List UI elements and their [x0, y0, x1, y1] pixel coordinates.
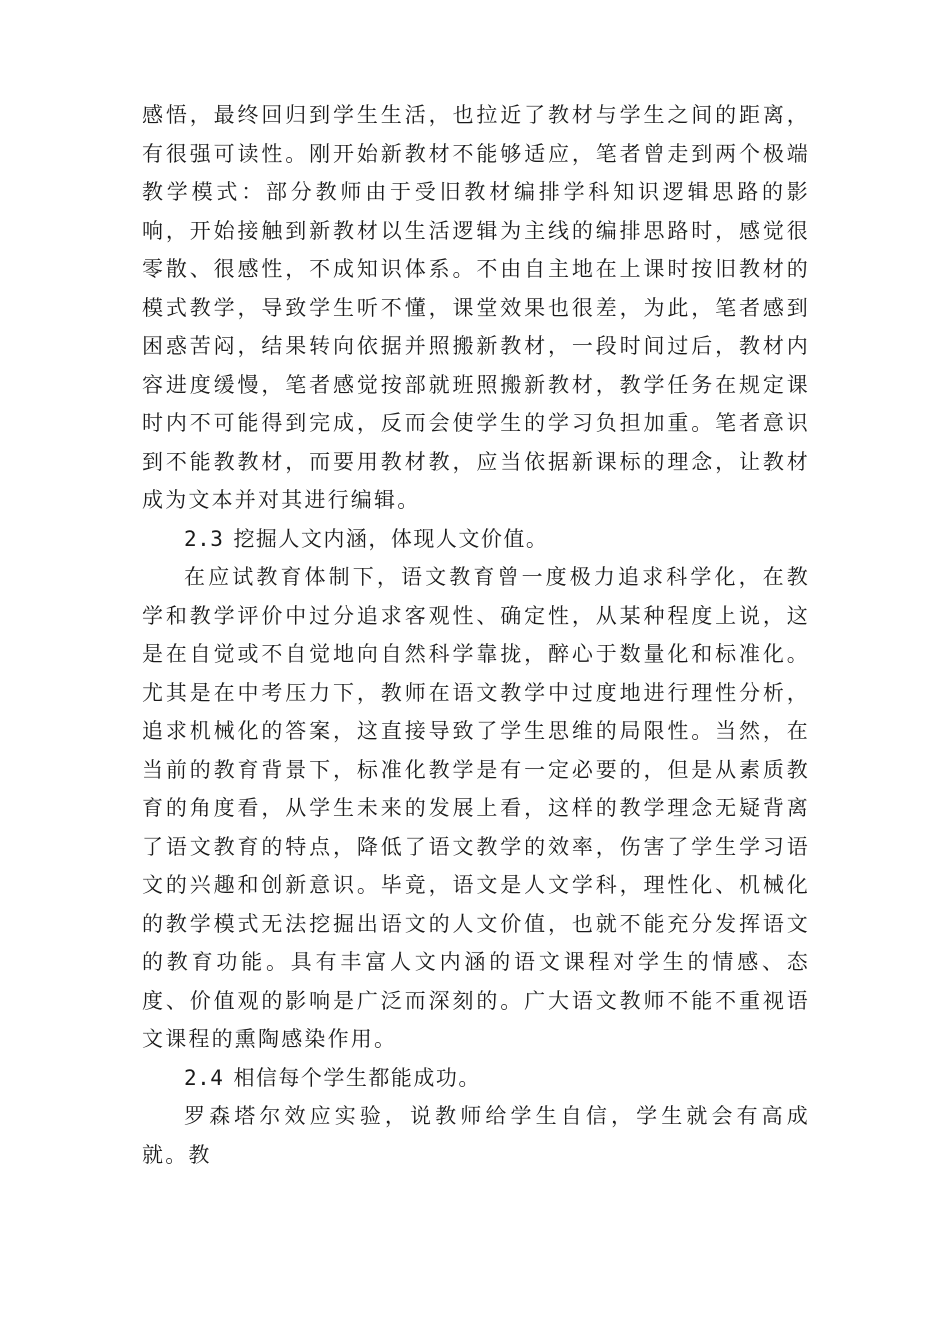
section-number: 2.4 — [184, 1065, 224, 1090]
section-title: 相信每个学生都能成功。 — [233, 1065, 481, 1090]
body-paragraph: 在应试教育体制下，语文教育曾一度极力追求科学化，在教学和教学评价中过分追求客观性、确定性，从某种程度上说，这是在自觉或不自觉地向自然科学靠拢，醉心于数量化和标准化。尤其是在中考压力下，教师在语文教学中过度地进行理性分析，追求机械化的答案，这直接导致了学生思维的局限性。当然，在当前的教育背景下，标准化教学是有一定必要的，但是从素质教育的角度看，从学生未来的发展上看，这样的教学理念无疑背离了语文教育的特点，降低了语文教学的效率，伤害了学生学习语文的兴趣和创新意识。毕竟，语文是人文学科，理性化、机械化的教学模式无法挖掘出语文的人文价值，也就不能充分发挥语文的教育功能。具有丰富人文内涵的语文课程对学生的情感、态度、价值观的影响是广泛而深刻的。广大语文教师不能不重视语文课程的熏陶感染作用。 — [142, 565, 810, 1051]
body-paragraph: 罗森塔尔效应实验，说教师给学生自信，学生就会有高成就。教 — [142, 1104, 810, 1167]
section-heading-2-4 — [142, 1059, 810, 1098]
section-number: 2.3 — [184, 526, 224, 551]
section-title: 挖掘人文内涵，体现人文价值。 — [233, 526, 549, 551]
document-page — [142, 96, 810, 1174]
body-paragraph-continuation: 感悟，最终回归到学生生活，也拉近了教材与学生之间的距离，有很强可读性。刚开始新教材不能够适应，笔者曾走到两个极端教学模式：部分教师由于受旧教材编排学科知识逻辑思路的影响，开始接触到新教材以生活逻辑为主线的编排思路时，感觉很零散、很感性，不成知识体系。不由自主地在上课时按旧教材的模式教学，导致学生听不懂，课堂效果也很差，为此，笔者感到困惑苦闷，结果转向依据并照搬新教材，一段时间过后，教材内容进度缓慢，笔者感觉按部就班照搬新教材，教学任务在规定课时内不可能得到完成，反而会使学生的学习负担加重。笔者意识到不能教教材，而要用教材教，应当依据新课标的理念，让教材成为文本并对其进行编辑。 — [142, 103, 810, 512]
section-heading-2-3 — [142, 520, 810, 559]
